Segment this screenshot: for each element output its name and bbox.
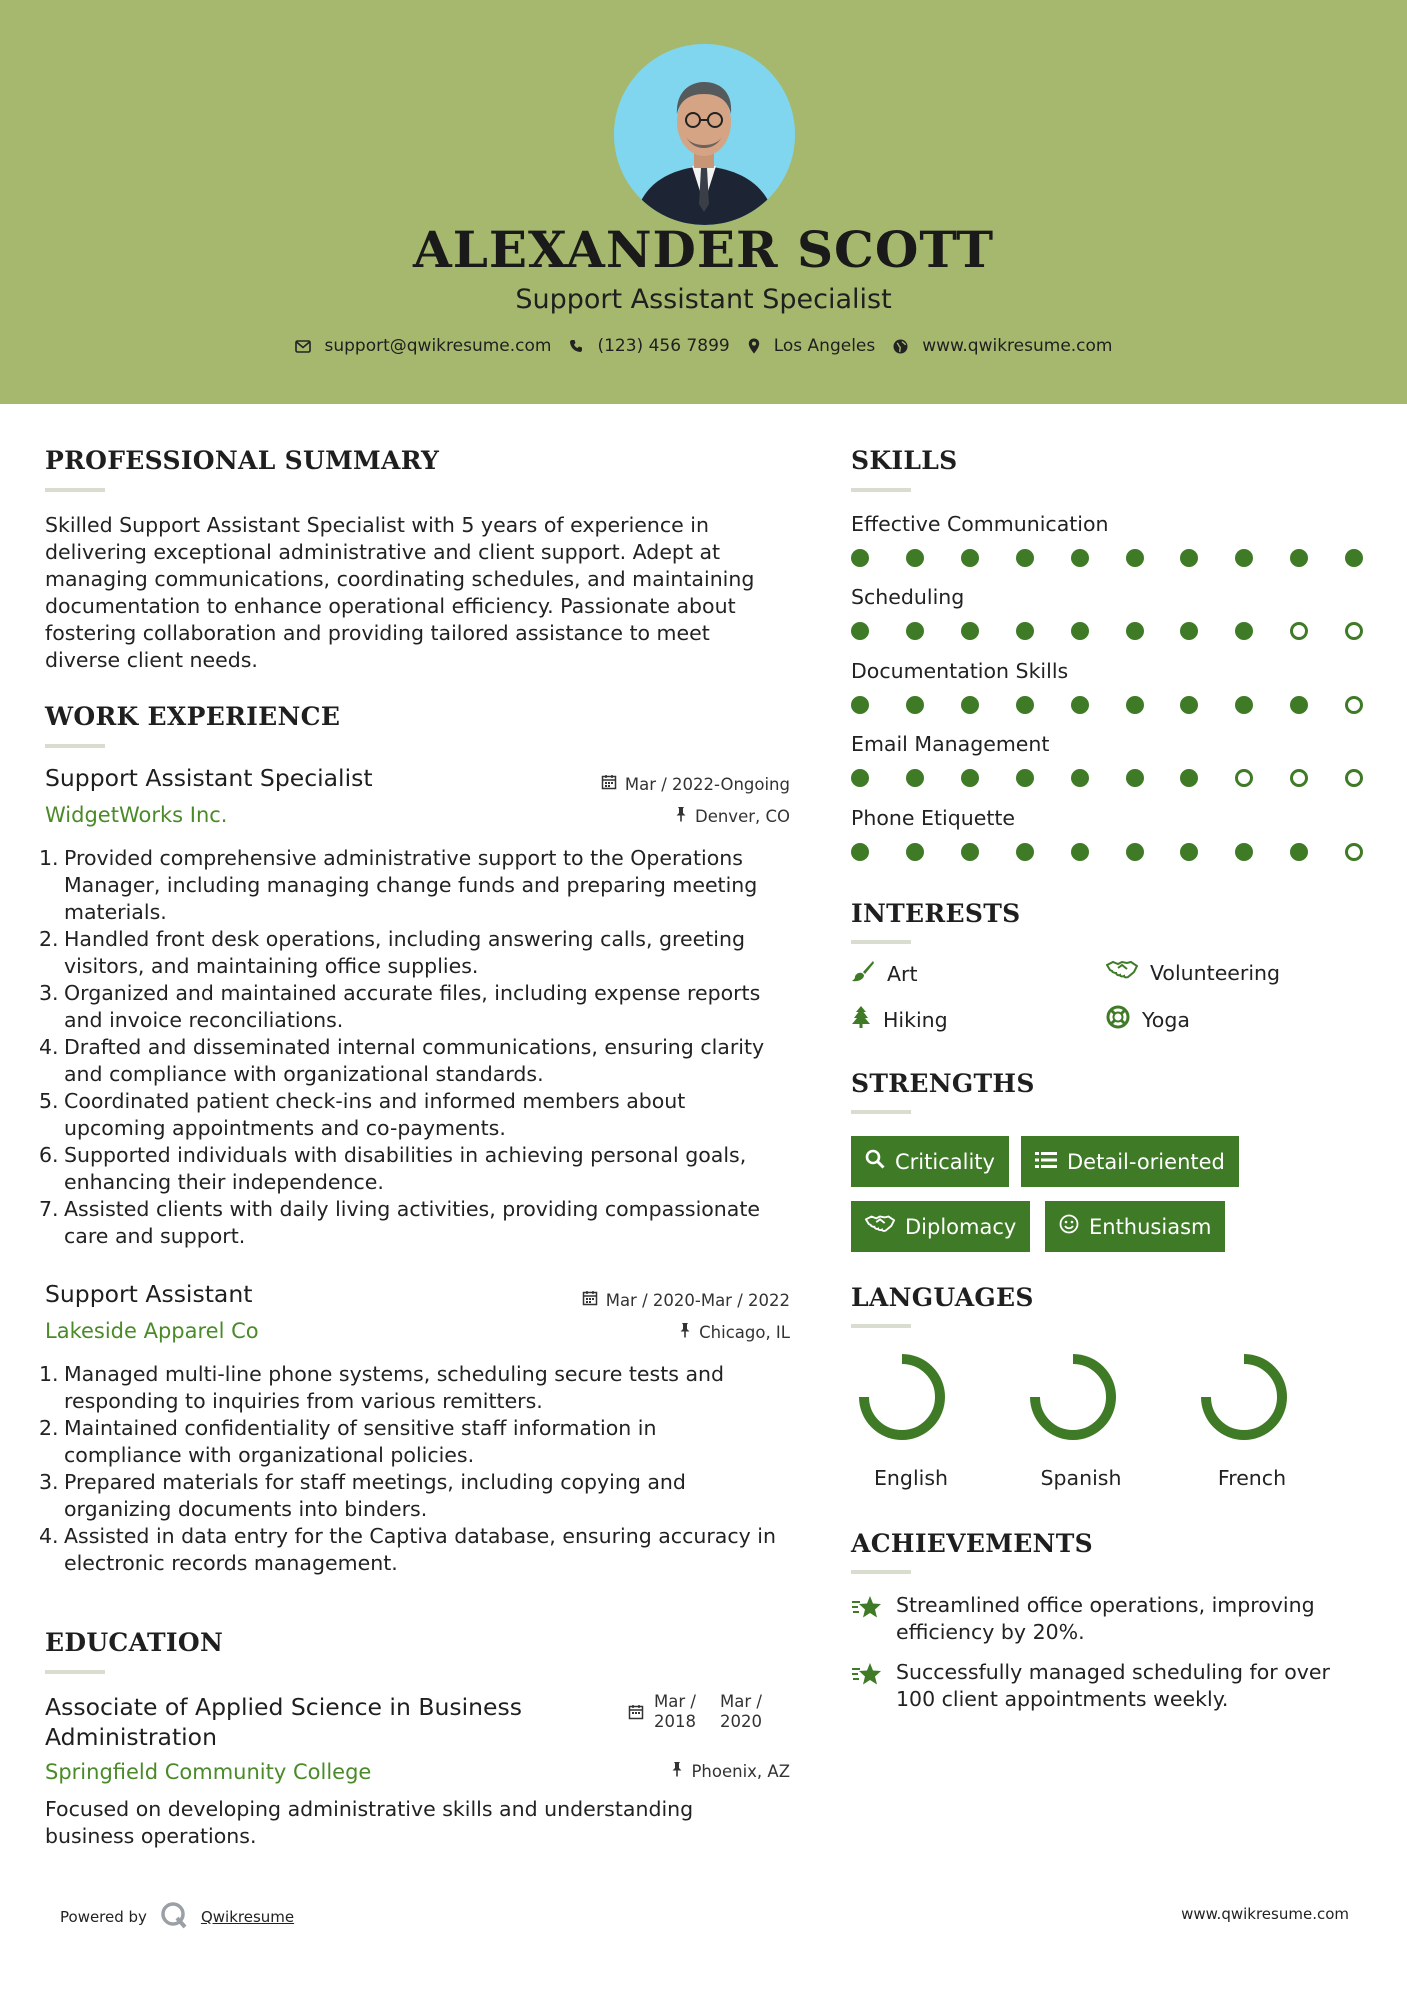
school-name: Springfield Community College: [45, 1760, 372, 1784]
interest-label: Yoga: [1142, 1007, 1190, 1032]
job-location-text: Denver, CO: [694, 806, 790, 826]
calendar-icon: [582, 1290, 598, 1310]
rating-dot-filled: [1180, 843, 1198, 861]
item-line: Manager, including managing change funds and preparing meeting: [64, 873, 758, 897]
job-date: [582, 1290, 790, 1310]
contact-email[interactable]: [295, 336, 552, 356]
list-item: [39, 1088, 805, 1142]
experience-heading: WORK EXPERIENCE: [45, 702, 341, 731]
rating-dot-filled: [1290, 696, 1308, 714]
rating-dot-filled: [1180, 622, 1198, 640]
calendar-icon: [628, 1704, 644, 1725]
rating-dot-filled: [1126, 769, 1144, 787]
degree-title: [45, 1692, 522, 1752]
rating-dot-filled: [1071, 769, 1089, 787]
phone-icon: [569, 339, 583, 353]
job-duties: [39, 845, 805, 1250]
item-line: and invoice reconciliations.: [64, 1008, 344, 1032]
rating-dot-filled: [961, 622, 979, 640]
item-line: enhancing their independence.: [64, 1170, 384, 1194]
star-icon: [851, 1594, 885, 1627]
achievements-rule: [851, 1570, 911, 1574]
star-icon: [851, 1661, 885, 1694]
item-line: care and support.: [64, 1224, 246, 1248]
rating-dot-filled: [1071, 843, 1089, 861]
item-line: visitors, and maintaining office supplies.: [64, 954, 479, 978]
item-line: responding to inquiries from various remitters.: [64, 1389, 543, 1413]
skill-rating: [851, 843, 1371, 863]
summary-line: Skilled Support Assistant Specialist with 5 years of experience in: [45, 513, 709, 537]
item-number: 7.: [39, 1197, 59, 1221]
job-title: Support Assistant: [45, 1280, 253, 1308]
rating-dot-filled: [961, 843, 979, 861]
strength-label: Criticality: [895, 1149, 995, 1174]
item-line: Maintained confidentiality of sensitive staff information in: [64, 1416, 657, 1440]
education-end-month: Mar /: [720, 1692, 762, 1711]
list-item: [39, 980, 805, 1034]
brush-icon: [851, 960, 875, 987]
rating-dot-filled: [1016, 696, 1034, 714]
achievement-line: 100 client appointments weekly.: [896, 1687, 1229, 1711]
strength-tag: [851, 1201, 1030, 1252]
rating-dot-empty: [1235, 769, 1253, 787]
item-line: Provided comprehensive administrative support to the Operations: [64, 846, 743, 870]
experience-rule: [45, 744, 105, 748]
smile-icon: [1059, 1214, 1079, 1239]
job-company: Lakeside Apparel Co: [45, 1319, 259, 1343]
rating-dot-filled: [906, 843, 924, 861]
language-label: French: [1217, 1466, 1287, 1490]
rating-dot-filled: [1235, 843, 1253, 861]
list-item: [39, 1469, 805, 1523]
education-description: [45, 1796, 693, 1850]
skill-name: Documentation Skills: [851, 659, 1069, 683]
rating-dot-filled: [1016, 622, 1034, 640]
language-gauge: [1199, 1352, 1289, 1442]
brand-link[interactable]: Qwikresume: [200, 1908, 295, 1926]
list-item: [39, 1196, 805, 1250]
item-line: Prepared materials for staff meetings, including copying and: [64, 1470, 686, 1494]
education-location: [671, 1761, 790, 1781]
contact-website-text: www.qwikresume.com: [922, 336, 1113, 356]
item-number: 1.: [39, 846, 59, 870]
contact-phone[interactable]: [569, 336, 729, 356]
rating-dot-filled: [851, 843, 869, 861]
strength-tag: [1021, 1136, 1239, 1187]
rating-dot-filled: [1071, 549, 1089, 567]
contact-location-text: Los Angeles: [773, 336, 876, 356]
strength-tag: [851, 1136, 1009, 1187]
achievement-text: [851, 1659, 1330, 1713]
rating-dot-filled: [1126, 622, 1144, 640]
rating-dot-filled: [1290, 549, 1308, 567]
summary-line: fostering collaboration and providing tailored assistance to meet: [45, 621, 710, 645]
skill-rating: [851, 549, 1371, 569]
lifebuoy-icon: [1106, 1005, 1130, 1034]
rating-dot-empty: [1345, 696, 1363, 714]
rating-dot-empty: [1345, 843, 1363, 861]
item-number: 4.: [39, 1524, 59, 1548]
qwikresume-logo-icon: [159, 1900, 189, 1934]
footer-powered-by: [60, 1900, 294, 1934]
job-location: [679, 1322, 790, 1342]
interest-item: [851, 960, 918, 987]
rating-dot-empty: [1290, 622, 1308, 640]
item-line: upcoming appointments and co-payments.: [64, 1116, 506, 1140]
interest-label: Volunteering: [1150, 960, 1281, 985]
handshake-icon: [1106, 960, 1138, 985]
achievement-line: efficiency by 20%.: [896, 1620, 1085, 1644]
rating-dot-filled: [1235, 549, 1253, 567]
list-item: [39, 845, 805, 926]
education-desc-line: Focused on developing administrative skills and understanding: [45, 1797, 694, 1821]
rating-dot-filled: [1180, 769, 1198, 787]
summary-line: managing communications, coordinating schedules, and maintaining: [45, 567, 755, 591]
achievement-line: Successfully managed scheduling for over: [896, 1660, 1330, 1684]
item-line: Drafted and disseminated internal communications, ensuring clarity: [64, 1035, 765, 1059]
pushpin-icon: [671, 1761, 683, 1781]
summary-heading: PROFESSIONAL SUMMARY: [45, 446, 440, 475]
education-end-year: 2020: [720, 1712, 762, 1731]
language-level-arc: [864, 1359, 940, 1435]
interest-label: Art: [887, 961, 918, 986]
strength-label: Enthusiasm: [1089, 1214, 1212, 1239]
item-number: 2.: [39, 1416, 59, 1440]
skills-heading: SKILLS: [851, 446, 958, 475]
language-gauge: [1028, 1352, 1118, 1442]
rating-dot-empty: [1290, 769, 1308, 787]
job-location-text: Chicago, IL: [699, 1322, 790, 1342]
candidate-title: Support Assistant Specialist: [515, 284, 892, 315]
powered-by-text: Powered by: [60, 1908, 147, 1926]
achievement-item: [851, 1592, 1315, 1646]
strength-label: Detail-oriented: [1067, 1149, 1225, 1174]
contact-email-text: support@qwikresume.com: [324, 336, 552, 356]
rating-dot-filled: [961, 769, 979, 787]
rating-dot-filled: [851, 696, 869, 714]
summary-line: documentation to enhance operational efficiency. Passionate about: [45, 594, 736, 618]
skill-name: Phone Etiquette: [851, 806, 1016, 830]
interests-heading: INTERESTS: [851, 899, 1021, 928]
languages-rule: [851, 1324, 911, 1328]
list-icon: [1035, 1150, 1057, 1174]
rating-dot-empty: [1345, 622, 1363, 640]
item-line: Supported individuals with disabilities in achieving personal goals,: [64, 1143, 747, 1167]
rating-dot-filled: [851, 549, 869, 567]
item-number: 6.: [39, 1143, 59, 1167]
interest-label: Hiking: [883, 1007, 948, 1032]
item-line: Organized and maintained accurate files, including expense reports: [64, 981, 761, 1005]
skill-rating: [851, 696, 1371, 716]
list-item: [39, 1523, 805, 1577]
education-end: [720, 1692, 762, 1732]
item-number: 3.: [39, 1470, 59, 1494]
item-number: 3.: [39, 981, 59, 1005]
rating-dot-filled: [1071, 622, 1089, 640]
rating-dot-filled: [851, 769, 869, 787]
item-number: 2.: [39, 927, 59, 951]
rating-dot-filled: [906, 769, 924, 787]
job-location: [675, 806, 790, 826]
contact-location: [748, 336, 876, 356]
language-level-arc: [1206, 1359, 1282, 1435]
achievement-line: Streamlined office operations, improving: [896, 1593, 1315, 1617]
item-line: Assisted in data entry for the Captiva database, ensuring accuracy in: [64, 1524, 776, 1548]
candidate-name: ALEXANDER SCOTT: [412, 220, 995, 279]
education-dates: [628, 1692, 762, 1732]
item-line: compliance with organizational policies.: [64, 1443, 475, 1467]
skill-name: Scheduling: [851, 585, 965, 609]
strength-tag: [1045, 1201, 1225, 1252]
item-line: organizing documents into binders.: [64, 1497, 428, 1521]
education-start-month: Mar /: [654, 1692, 696, 1711]
list-item: [39, 926, 805, 980]
item-number: 5.: [39, 1089, 59, 1113]
item-line: Handled front desk operations, including answering calls, greeting: [64, 927, 745, 951]
item-line: Assisted clients with daily living activities, providing compassionate: [64, 1197, 761, 1221]
item-line: and compliance with organizational standards.: [64, 1062, 544, 1086]
item-line: materials.: [64, 900, 167, 924]
skill-rating: [851, 769, 1371, 789]
rating-dot-filled: [1126, 843, 1144, 861]
achievement-text: [851, 1592, 1315, 1646]
list-item: [39, 1034, 805, 1088]
education-desc-line: business operations.: [45, 1824, 257, 1848]
handshake-icon: [865, 1214, 895, 1239]
contact-bar: [0, 336, 1407, 356]
education-start-year: 2018: [654, 1712, 696, 1731]
contact-website[interactable]: [893, 336, 1112, 356]
summary-line: diverse client needs.: [45, 648, 258, 672]
education-heading: EDUCATION: [45, 1628, 224, 1657]
job-date: [601, 774, 790, 794]
rating-dot-filled: [1016, 843, 1034, 861]
interest-item: [1106, 1005, 1190, 1034]
language-label: Spanish: [1040, 1466, 1122, 1490]
item-number: 1.: [39, 1362, 59, 1386]
rating-dot-filled: [1016, 549, 1034, 567]
item-number: 4.: [39, 1035, 59, 1059]
rating-dot-filled: [1235, 696, 1253, 714]
item-line: electronic records management.: [64, 1551, 398, 1575]
achievements-heading: ACHIEVEMENTS: [851, 1529, 1093, 1558]
rating-dot-filled: [961, 696, 979, 714]
interest-item: [1106, 960, 1280, 985]
contact-phone-text: (123) 456 7899: [597, 336, 730, 356]
job-company: WidgetWorks Inc.: [45, 803, 228, 827]
calendar-icon: [601, 774, 617, 794]
degree-line: Associate of Applied Science in Business: [45, 1693, 522, 1721]
list-item: [39, 1142, 805, 1196]
languages-heading: LANGUAGES: [851, 1283, 1034, 1312]
strengths-rule: [851, 1110, 911, 1114]
rating-dot-filled: [906, 696, 924, 714]
globe-icon: [893, 339, 908, 354]
footer-url[interactable]: www.qwikresume.com: [1181, 1905, 1349, 1923]
rating-dot-filled: [1345, 549, 1363, 567]
summary-text: [45, 512, 754, 674]
rating-dot-filled: [1016, 769, 1034, 787]
pushpin-icon: [675, 806, 687, 826]
list-item: [39, 1415, 805, 1469]
rating-dot-filled: [1290, 843, 1308, 861]
item-line: Managed multi-line phone systems, scheduling secure tests and: [64, 1362, 725, 1386]
rating-dot-filled: [1180, 696, 1198, 714]
education-rule: [45, 1670, 105, 1674]
interests-rule: [851, 940, 911, 944]
skill-name: Effective Communication: [851, 512, 1109, 536]
interest-item: [851, 1005, 948, 1034]
rating-dot-filled: [1126, 696, 1144, 714]
rating-dot-empty: [1345, 769, 1363, 787]
skills-rule: [851, 488, 911, 492]
profile-photo: [614, 44, 795, 225]
education-start: [654, 1692, 696, 1732]
rating-dot-filled: [851, 622, 869, 640]
item-line: Coordinated patient check-ins and informed members about: [64, 1089, 686, 1113]
job-title: Support Assistant Specialist: [45, 764, 373, 792]
envelope-icon: [295, 340, 311, 353]
rating-dot-filled: [1071, 696, 1089, 714]
job-date-text: Mar / 2020-Mar / 2022: [605, 1290, 790, 1310]
pushpin-icon: [679, 1322, 691, 1342]
skill-name: Email Management: [851, 732, 1050, 756]
job-date-text: Mar / 2022-Ongoing: [624, 774, 790, 794]
language-gauge: [857, 1352, 947, 1442]
rating-dot-filled: [906, 549, 924, 567]
degree-line: Administration: [45, 1723, 217, 1751]
tree-icon: [851, 1005, 871, 1034]
strengths-heading: STRENGTHS: [851, 1069, 1035, 1098]
list-item: [39, 1361, 805, 1415]
summary-line: delivering exceptional administrative and client support. Adept at: [45, 540, 721, 564]
rating-dot-filled: [1126, 549, 1144, 567]
language-level-arc: [1035, 1359, 1111, 1435]
rating-dot-filled: [906, 622, 924, 640]
rating-dot-filled: [961, 549, 979, 567]
resume-header: [0, 0, 1407, 404]
rating-dot-filled: [1180, 549, 1198, 567]
skill-rating: [851, 622, 1371, 642]
search-icon: [865, 1149, 885, 1174]
rating-dot-filled: [1235, 622, 1253, 640]
strength-label: Diplomacy: [905, 1214, 1017, 1239]
map-pin-icon: [748, 338, 760, 354]
summary-rule: [45, 488, 105, 492]
job-duties: [39, 1361, 805, 1577]
achievement-item: [851, 1659, 1330, 1713]
education-location-text: Phoenix, AZ: [691, 1761, 790, 1781]
language-label: English: [873, 1466, 949, 1490]
